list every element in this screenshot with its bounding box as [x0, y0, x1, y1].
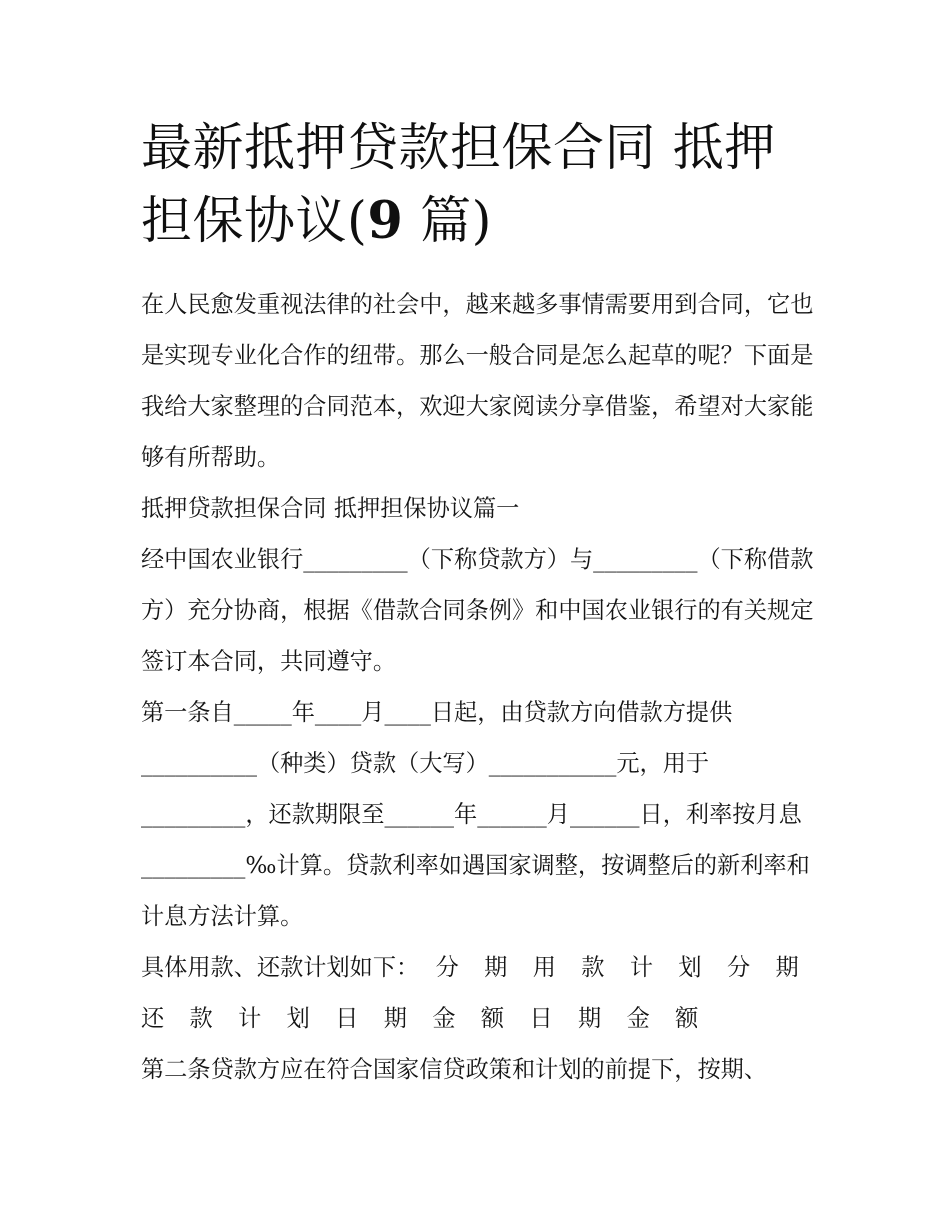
article-one-paragraph: 第一条自_____年____月____日起，由贷款方向借款方提供__________（种类）贷款（大写）___________元，用于_________，还款期限至______年______月______日，利率按月息_________‰计算。贷款利率如遇国家调整，按调整后的新利率和计息方法计算。	[141, 699, 810, 930]
repayment-plan-paragraph	[141, 942, 821, 1044]
section-heading: 抵押贷款担保合同 抵押担保协议篇一	[141, 495, 520, 522]
parties-paragraph: 经中国农业银行_________（下称贷款方）与_________（下称借款方）充分协商，根据《借款合同条例》和中国农业银行的有关规定签订本合同，共同遵守。	[141, 546, 814, 675]
plan-table-text: 分 期 用 款 计 划 分 期 还 款 计 划 日 期 金 额 日 期 金 额	[141, 954, 808, 1032]
title-end: 篇)	[403, 192, 493, 251]
title-number: 9	[367, 191, 404, 251]
plan-lead: 具体用款、还款计划如下：	[141, 954, 420, 981]
intro-paragraph: 在人民愈发重视法律的社会中，越来越多事情需要用到合同，它也是实现专业化合作的纽带。那么一般合同是怎么起草的呢？下面是我给大家整理的合同范本，欢迎大家阅读分享借鉴，希望对大家能够有所帮助。	[141, 291, 814, 471]
title-main: 最新抵押贷款担保合同 抵押担保协议(	[141, 119, 776, 251]
document-body	[141, 279, 821, 1095]
document-title	[141, 112, 821, 258]
article-two-paragraph: 第二条贷款方应在符合国家信贷政策和计划的前提下，按期、	[141, 1056, 768, 1083]
